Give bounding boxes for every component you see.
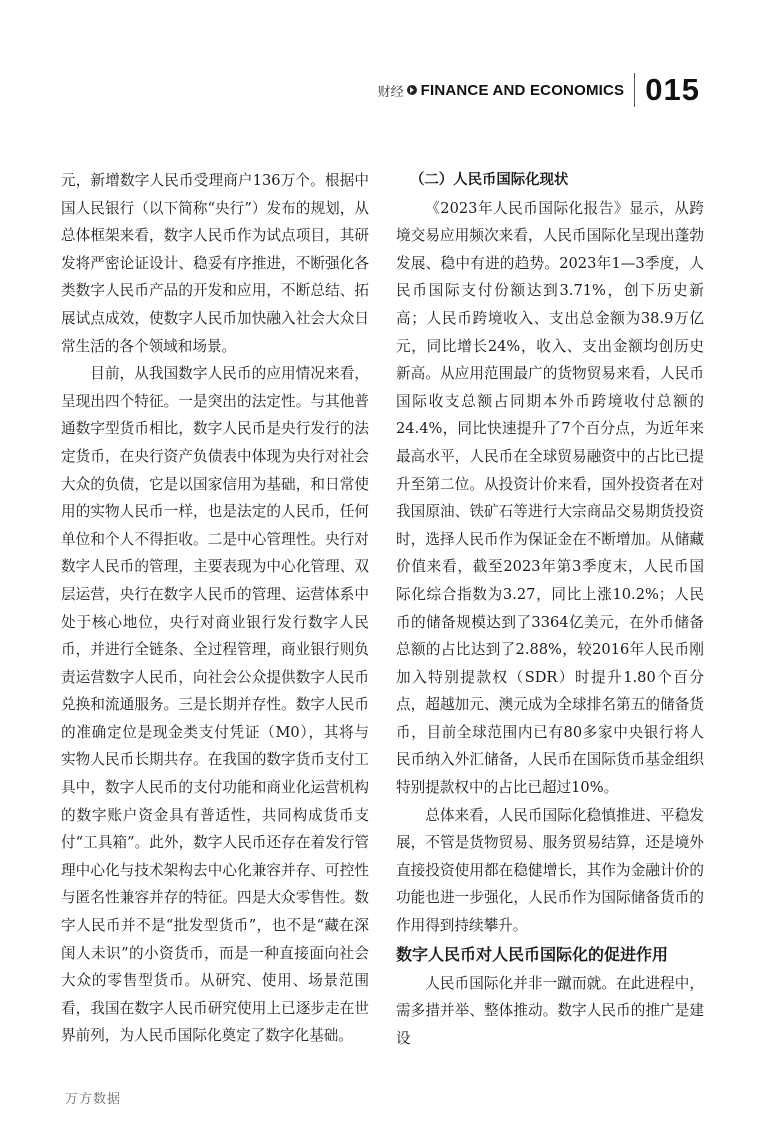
- left-paragraph-2: 目前，从我国数字人民币的应用情况来看，呈现出四个特征。一是突出的法定性。与其他普通数字型货币相比，数字人民币是央行发行的法定货币，在央行资产负债表中体现为央行对社会大众的负债，它是以国家信用为基础，和日常使用的实物人民币一样，也是法定的人民币，任何单位和个人不得拒收。二是中心管理性。央行对数字人民币的管理，主要表现为中心化管理、双层运营，央行在数字人民币的管理、运营体系中处于核心地位，央行对商业银行发行数字人民币，并进行全链条、全过程管理，商业银行则负责运营数字人民币，向社会公众提供数字人民币兑换和流通服务。三是长期并存性。数字人民币的准确定位是现金类支付凭证（M0），其将与实物人民币长期共存。在我国的数字货币支付工具中，数字人民币的支付功能和商业化运营机构的数字账户资金具有普适性，共同构成货币支付“工具箱”。此外，数字人民币还存在着发行管理中心化与技术架构去中心化兼容并存、可控性与匿名性兼容并存的特征。四是大众零售性。数字人民币并不是“批发型货币”，也不是“藏在深闺人未识”的小资货币，而是一种直接面向社会大众的零售型货币。从研究、使用、场景范围看，我国在数字人民币研究使用上已逐步走在世界前列，为人民币国际化奠定了数字化基础。: [61, 365, 369, 1045]
- right-column: [396, 167, 704, 1052]
- watermark-footer: 万方数据: [65, 1092, 122, 1107]
- section-heading: 数字人民币对人民币国际化的促进作用: [396, 944, 669, 964]
- right-paragraph-3: 人民币国际化并非一蹴而就。在此进程中，需多措并举、整体推动。数字人民币的推广是建设: [396, 974, 704, 1047]
- play-bullet-icon: [407, 85, 417, 95]
- right-paragraph-2: 总体来看，人民币国际化稳慎推进、平稳发展，不管是货物贸易、服务贸易结算，还是境外直接投资使用都在稳健增长，其作为金融计价的功能也进一步强化，人民币作为国际储备货币的作用得到持续攀升。: [396, 806, 704, 935]
- left-column: [61, 167, 369, 1050]
- section-label-cn: 财经: [377, 84, 404, 100]
- section-label-en: FINANCE AND ECONOMICS: [420, 81, 625, 99]
- page-number: 015: [645, 72, 700, 107]
- page-header: [378, 70, 700, 110]
- header-divider: [634, 73, 635, 107]
- subheading-status: （二）人民币国际化现状: [410, 172, 569, 188]
- right-paragraph-1: 《2023年人民币国际化报告》显示，从跨境交易应用频次来看，人民币国际化呈现出蓬勃发展、稳中有进的趋势。2023年1—3季度，人民币国际支付份额达到3.71%，创下历史新高；人民币跨境收入、支出总金额为38.9万亿元，同比增长24%，收入、支出金额均创历史新高。从应用范围最广的货物贸易来看，人民币国际收支总额占同期本外币跨境收付总额的24.4%，同比快速提升了7个百分点，为近年来最高水平，人民币在全球贸易融资中的占比已提升至第二位。从投资计价来看，国外投资者在对我国原油、铁矿石等进行大宗商品交易期货投资时，选择人民币作为保证金在不断增加。从储藏价值来看，截至2023年第3季度末，人民币国际化综合指数为3.27，同比上涨10.2%；人民币的储备规模达到了3364亿美元，在外币储备总额的占比达到了2.88%，较2016年人民币刚加入特别提款权（SDR）时提升1.80个百分点，超越加元、澳元成为全球排名第五的储备货币，目前全球范围内已有80多家中央银行将人民币纳入外汇储备，人民币在国际货币基金组织特别提款权中的占比已超过10%。: [396, 199, 704, 797]
- left-paragraph-1: 元，新增数字人民币受理商户136万个。根据中国人民银行（以下简称“央行”）发布的规划，从总体框架来看，数字人民币作为试点项目，其研发将严密论证设计、稳妥有序推进，不断强化各类数字人民币产品的开发和应用，不断总结、拓展试点成效，使数字人民币加快融入社会大众日常生活的各个领域和场景。: [61, 172, 369, 355]
